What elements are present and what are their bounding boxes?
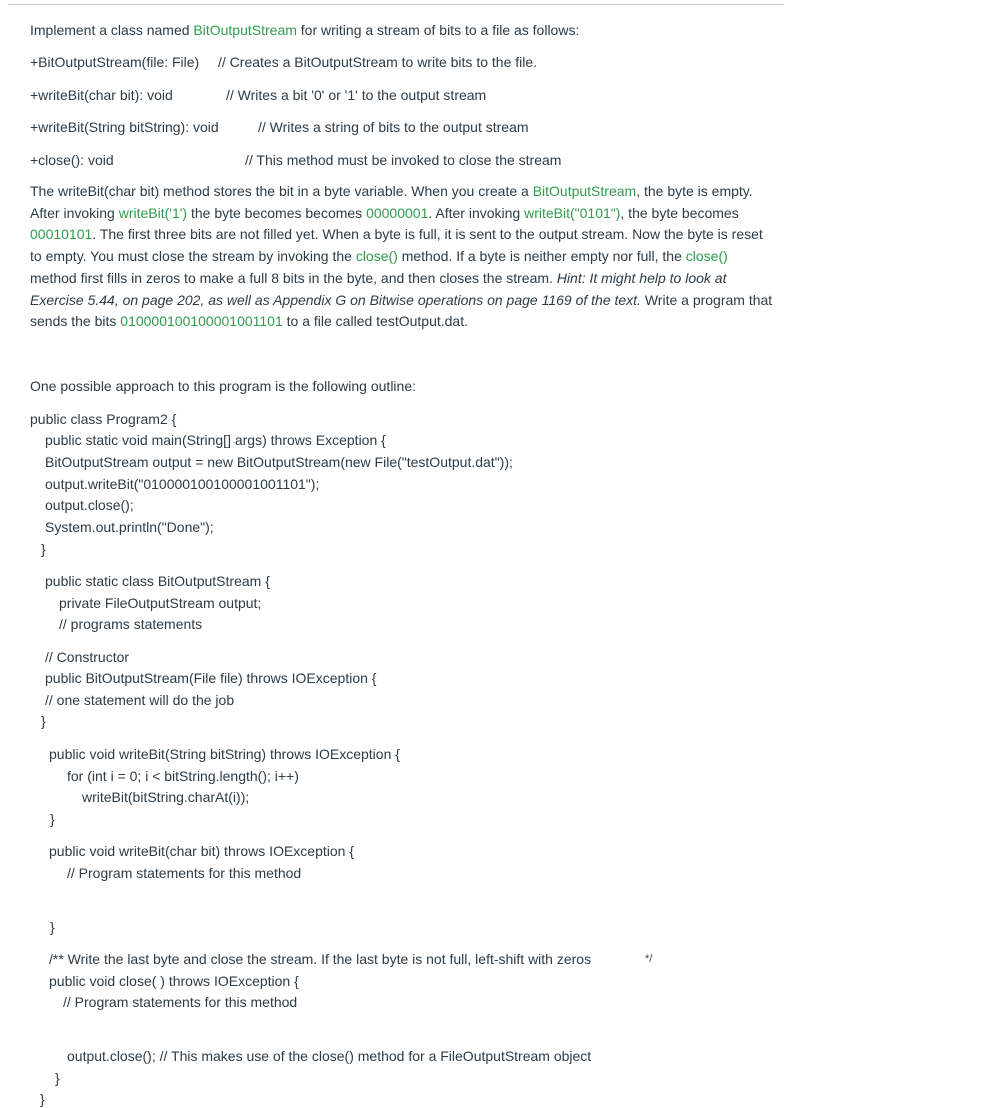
code-line: } [41, 713, 46, 729]
api-constructor-sig: +BitOutputStream(file: File) [30, 54, 200, 70]
code-line: // Program statements for this method [67, 865, 302, 881]
api-close-sig: +close(): void [30, 152, 114, 168]
code-line: output.writeBit("010000100100001001101"); [45, 476, 320, 492]
code-line: output.close(); // This makes use of the close() method for a FileOutputStream object [67, 1048, 592, 1064]
code-line: } [40, 1091, 45, 1107]
code-line: */ [645, 953, 653, 965]
code-line: } [50, 811, 55, 827]
code-line: public class Program2 { [30, 411, 177, 427]
api-writebit-char-sig: +writeBit(char bit): void [30, 87, 173, 103]
class-name-highlight: BitOutputStream [193, 22, 297, 38]
api-constructor-comment: // Creates a BitOutputStream to write bits to the file. [218, 54, 538, 70]
intro-text: Implement a class named BitOutputStream for writing a stream of bits to a file as follows: [30, 22, 580, 38]
top-divider [8, 4, 784, 5]
code-line: } [50, 919, 55, 935]
code-line: writeBit(bitString.charAt(i)); [82, 789, 250, 805]
code-line: // Constructor [45, 649, 130, 665]
api-writebit-string-comment: // Writes a string of bits to the output stream [258, 119, 529, 135]
code-line: // one statement will do the job [45, 692, 235, 708]
code-line: public static class BitOutputStream { [45, 573, 270, 589]
description-paragraph: The writeBit(char bit) method stores the bit in a byte variable. When you create a BitOutputStream, the byte is empty. After invoking writeBit('1') the byte becomes becomes 00000001. After invoking writeBit("0101"), the byte becomes 00010101. The first three bits are not filled yet. When a byte is full, it is sent to the output stream. Now the byte is reset to empty. You must close the stream by invoking the close() method. If a byte is neither empty nor full, the close() method first fills in zeros to make a full 8 bits in the byte, and then closes the stream. Hint: It might help to look at Exercise 5.44, on page 202, as well as Appendix G on Bitwise operations on page 1169 of the text. Write a program that sends the bits 010000100100001001101 to a file called testOutput.dat. [30, 183, 773, 330]
code-line: output.close(); [45, 497, 134, 513]
code-line: public BitOutputStream(File file) throws IOException { [45, 670, 377, 686]
outline-intro: One possible approach to this program is the following outline: [30, 378, 416, 394]
api-writebit-string-sig: +writeBit(String bitString): void [30, 119, 219, 135]
api-writebit-char-comment: // Writes a bit '0' or '1' to the output stream [226, 87, 487, 103]
code-line: /** Write the last byte and close the stream. If the last byte is not full, left-shift with zeros [49, 951, 592, 967]
api-close-comment: // This method must be invoked to close the stream [245, 152, 562, 168]
code-line: for (int i = 0; i < bitString.length(); i++) [67, 768, 299, 784]
code-line: } [41, 541, 46, 557]
code-line: // programs statements [59, 616, 203, 632]
code-line: private FileOutputStream output; [59, 595, 262, 611]
code-line: // Program statements for this method [63, 994, 298, 1010]
hint-text: Hint: It might help to look at Exercise 5.44, on page 202, as well as Appendix G on Bitwise operations on page 1169 of the text. [30, 269, 727, 308]
code-line: public void writeBit(char bit) throws IOException { [49, 843, 355, 859]
code-line: System.out.println("Done"); [45, 519, 214, 535]
code-line: public static void main(String[] args) throws Exception { [45, 432, 386, 448]
code-line: BitOutputStream output = new BitOutputStream(new File("testOutput.dat")); [45, 454, 513, 470]
code-line: } [55, 1070, 60, 1086]
code-line: public void writeBit(String bitString) throws IOException { [49, 746, 400, 762]
code-line: public void close( ) throws IOException { [49, 973, 299, 989]
